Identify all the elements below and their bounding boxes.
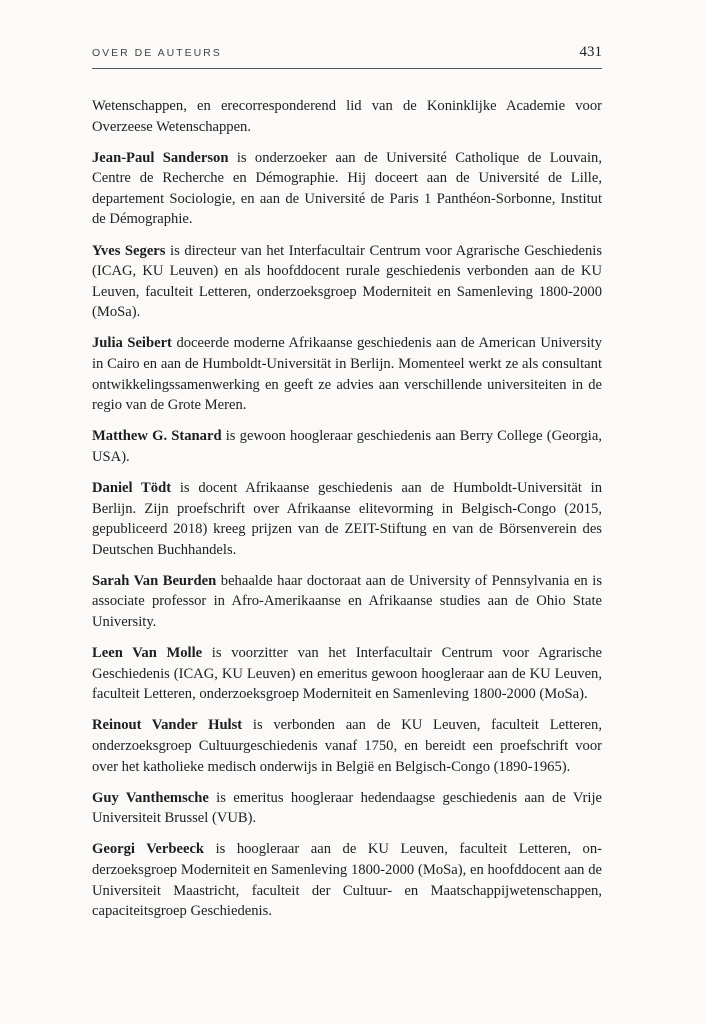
author-name: Yves Segers (92, 242, 166, 259)
bio-text: Wetenschappen, en erecorresponderend lid van de Koninklijke Academie voor Overzeese Wetenschappen. (92, 98, 602, 135)
author-name: Sarah Van Beurden (92, 572, 217, 589)
bio-paragraph (92, 426, 602, 467)
author-name: Matthew G. Stanard (92, 428, 222, 445)
author-name: Julia Seibert (92, 335, 172, 352)
page-number: 431 (579, 44, 602, 60)
author-name: Leen Van Molle (92, 645, 203, 662)
section-title: OVER DE AUTEURS (92, 47, 222, 59)
bio-paragraph (92, 571, 602, 633)
author-name: Reinout Vander Hulst (92, 717, 243, 734)
bio-paragraph (92, 788, 602, 829)
header-rule (92, 68, 602, 69)
author-name: Georgi Verbeeck (92, 841, 205, 858)
bio-paragraph (92, 148, 602, 230)
bio-text: is gewoon hoogleraar geschiedenis aan Berry College (Georgia, USA). (92, 428, 602, 465)
running-head (92, 44, 602, 61)
bio-paragraph (92, 333, 602, 415)
bio-text: is directeur van het Interfacultair Centrum voor Agrarische Geschiedenis (ICAG, KU Leuven) en als hoofddocent rurale geschiedenis verbonden aan de KU Leuven, faculteit Letteren, onderzoeksgroep Moderniteit en Samenleving 1800-2000 (MoSa). (92, 242, 602, 321)
bio-paragraph (92, 839, 602, 921)
bio-text: is voorzitter van het Interfacultair Centrum voor Agrarische Geschiedenis (ICAG, KU Leuven) en emeritus gewoon hoogleraar aan de KU Leuven, faculteit Letteren, onderzoeksgroep Moderniteit en Samenleving 1800-2000 (MoSa). (92, 645, 602, 703)
bio-text: is hoogleraar aan de KU Leuven, faculteit Letteren, onderzoeksgroep Moderniteit en Samenleving 1800-2000 (MoSa), en hoofddocent aan de Universiteit Maastricht, faculteit der Cultuur- en Maatschappijwetenschappen, capaciteitsgroep Geschiedenis. (92, 841, 602, 920)
bio-paragraph (92, 478, 602, 560)
author-name: Jean-Paul Sanderson (92, 149, 229, 166)
bio-text: is docent Afrikaanse geschiedenis aan de Humboldt-Universität in Berlijn. Zijn proefschrift over Afrikaanse elitevorming in Belgisch-Congo (2015, gepubliceerd 2018) kreeg prijzen van de ZEIT-Stiftung en van de Börsenverein des Deutschen Buchhandels. (92, 480, 603, 558)
bio-text: is verbonden aan de KU Leuven, faculteit Letteren, onderzoeksgroep Cultuurgeschiedenis vanaf 1750, en bereidt een proefschrift voor over het katholieke medisch onderwijs in België en Belgisch-Congo (1890-1965). (92, 717, 602, 775)
bio-text: behaalde haar doctoraat aan de University of Pennsylvania en is associate professor in Afro-Amerikaanse en Afrikaanse studies aan de Ohio State University. (92, 572, 602, 631)
bio-text: doceerde moderne Afrikaanse geschiedenis aan de American University in Cairo en aan de Humboldt-Universität in Berlijn. Momenteel werkt ze als consultant ontwikkelingssamenwerking en geeft ze advies aan verschillende universiteiten in de regio van de Grote Meren. (92, 335, 602, 414)
bio-text: is onderzoeker aan de Université Catholique de Louvain, Centre de Recherche en Démographie. Hij doceert aan de Université de Lille, departement Sociologie, en aan de Université de Paris 1 Panthéon-Sorbonne, Institut de Démographie. (92, 149, 602, 228)
author-name: Daniel Tödt (92, 480, 172, 496)
bio-paragraph (92, 715, 602, 777)
author-name: Guy Vanthemsche (92, 789, 209, 806)
bio-text: is emeritus hoogleraar hedendaagse geschiedenis aan de Vrije Universiteit Brussel (VUB). (92, 789, 602, 827)
bio-paragraph (92, 643, 602, 705)
bio-paragraph (92, 96, 602, 137)
bio-paragraph (92, 241, 602, 323)
author-bios (92, 96, 602, 932)
